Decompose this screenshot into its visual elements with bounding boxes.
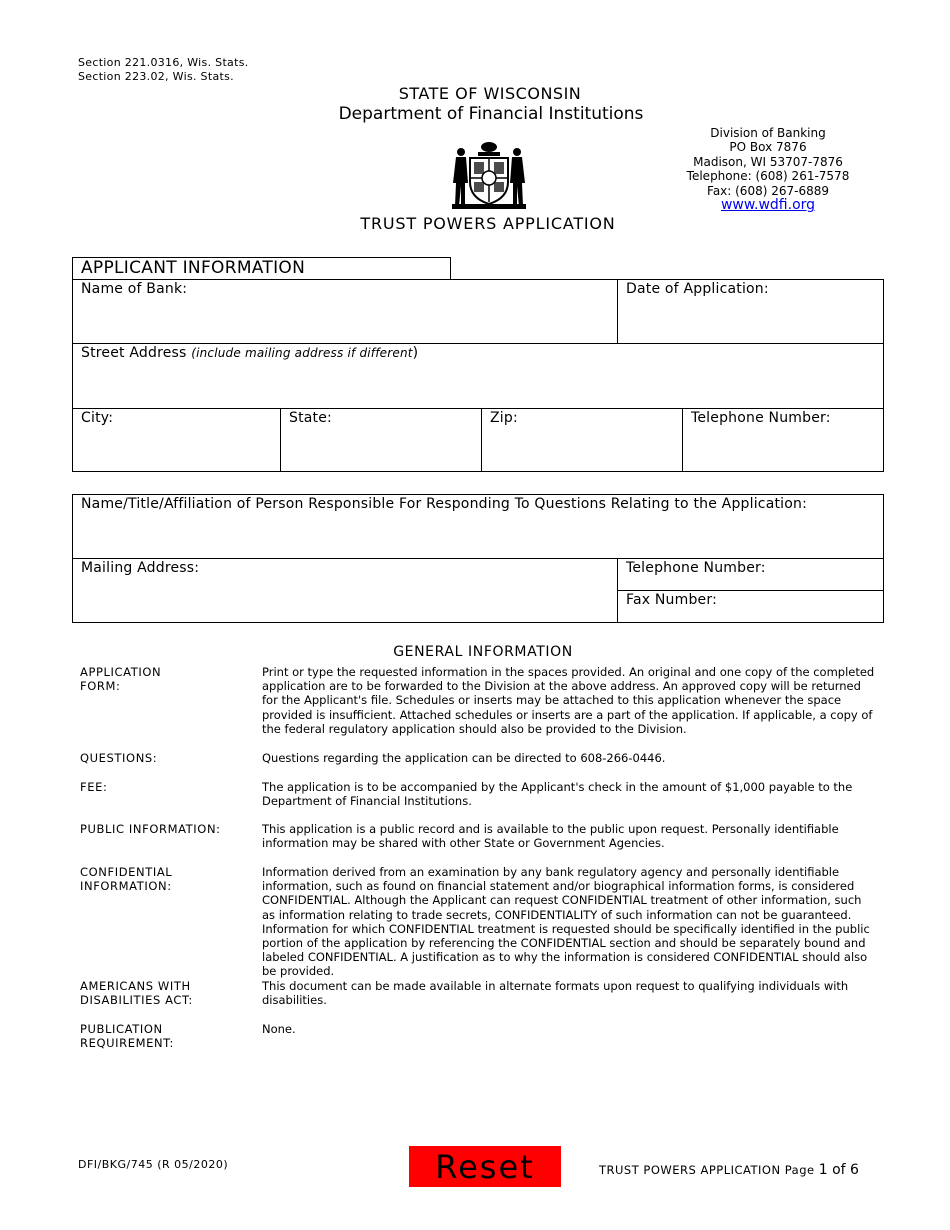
statute-line: Section 221.0316, Wis. Stats. — [78, 56, 249, 69]
applicant-section-title: APPLICANT INFORMATION — [72, 257, 451, 280]
telephone-label: Telephone Number: — [691, 410, 831, 426]
date-of-application-label: Date of Application: — [626, 281, 769, 297]
telephone-field[interactable] — [682, 408, 884, 472]
mailing-address-field[interactable] — [72, 558, 618, 623]
footer-form-name: TRUST POWERS APPLICATION — [599, 1163, 781, 1177]
state-field[interactable] — [280, 408, 482, 472]
city-label: City: — [81, 410, 114, 426]
gi-text-public-information: This application is a public record and is available to the public upon request. Personally identifiable information may be shared with other State or Government Agencies. — [262, 822, 839, 851]
form-title: TRUST POWERS APPLICATION — [360, 214, 616, 233]
contact-telephone-field[interactable] — [617, 558, 884, 591]
division-telephone: Telephone: (608) 261-7578 — [686, 169, 850, 184]
state-label: State: — [289, 410, 332, 426]
gi-text-publication: None. — [262, 1022, 296, 1036]
city-field[interactable] — [72, 408, 281, 472]
gi-label-public-information: PUBLIC INFORMATION: — [80, 822, 221, 836]
gi-text-ada: This document can be made available in alternate formats upon request to qualifying individuals with disabilities. — [262, 979, 849, 1008]
name-of-bank-label: Name of Bank: — [81, 281, 188, 297]
zip-field[interactable] — [481, 408, 683, 472]
division-fax: Fax: (608) 267-6889 — [707, 183, 829, 198]
gi-text-confidential: Information derived from an examination by any bank regulatory agency and personally identifiable information, such as found on financial statement and/or biographical information forms, is considered CONFIDENTIAL. Although the Applicant can request CONFIDENTIAL treatment of other information, such as information relating to trade secrets, CONFIDENTIALITY of such information can not be guaranteed. Information for which CONFIDENTIAL treatment is requested should be specifically identified in the public portion of the application by referencing the CONFIDENTIAL section and should be separately bound and labeled CONFIDENTIAL. A justification as to why the information is considered CONFIDENTIAL should also be provided. — [262, 865, 870, 979]
statute-references — [78, 56, 249, 84]
gi-label-ada: AMERICANS WITH DISABILITIES ACT: — [80, 979, 193, 1008]
general-information-title: GENERAL INFORMATION — [393, 644, 573, 660]
date-of-application-field[interactable] — [617, 279, 884, 344]
division-name: Division of Banking — [710, 126, 826, 140]
footer-page-label: Page — [784, 1163, 815, 1177]
responsible-person-field[interactable] — [72, 494, 884, 559]
statute-line: Section 223.02, Wis. Stats. — [78, 70, 234, 83]
page-footer — [599, 1162, 859, 1178]
gi-text-application-form: Print or type the requested information in the spaces provided. An original and one copy of the completed application are to be forwarded to the Division at the above address. An approved copy will be returned for the Applicant's file. Schedules or inserts may be attached to this application whenever the space provided is insufficient. Attached schedules or inserts are a part of the application. If applicable, a copy of the federal regulatory application should also be provided to the Division. — [262, 665, 875, 736]
reset-button[interactable]: Reset — [409, 1146, 561, 1187]
gi-text-questions: Questions regarding the application can be directed to 608-266-0446. — [262, 751, 666, 765]
division-contact — [668, 126, 868, 212]
website-link[interactable]: www.wdfi.org — [720, 197, 816, 214]
gi-label-application-form: APPLICATION FORM: — [80, 665, 162, 694]
division-city: Madison, WI 53707-7876 — [693, 154, 843, 169]
gi-label-confidential: CONFIDENTIAL INFORMATION: — [80, 865, 173, 894]
form-number: DFI/BKG/745 (R 05/2020) — [78, 1158, 229, 1171]
street-address-field[interactable] — [72, 343, 884, 409]
contact-fax-label: Fax Number: — [626, 592, 717, 608]
page-number: 1 of 6 — [818, 1162, 859, 1178]
street-address-label: Street Address (include mailing address if different) — [81, 345, 419, 361]
mailing-address-label: Mailing Address: — [81, 560, 200, 576]
contact-telephone-label: Telephone Number: — [626, 560, 766, 576]
division-po-box: PO Box 7876 — [729, 140, 807, 155]
contact-fax-field[interactable] — [617, 590, 884, 623]
name-of-bank-field[interactable] — [72, 279, 618, 344]
gi-label-questions: QUESTIONS: — [80, 751, 158, 765]
street-address-note: (include mailing address if different — [191, 346, 413, 360]
gi-label-fee: FEE: — [80, 780, 108, 794]
gi-text-fee: The application is to be accompanied by the Applicant's check in the amount of $1,000 payable to the Department of Financial Institutions. — [262, 780, 853, 809]
state-title: STATE OF WISCONSIN — [398, 84, 582, 103]
responsible-person-label: Name/Title/Affiliation of Person Responsible For Responding To Questions Relating to the Application: — [81, 496, 808, 512]
department-title: Department of Financial Institutions — [338, 104, 644, 124]
zip-label: Zip: — [490, 410, 518, 426]
gi-label-publication: PUBLICATION REQUIREMENT: — [80, 1022, 175, 1051]
state-seal-icon — [448, 138, 530, 210]
